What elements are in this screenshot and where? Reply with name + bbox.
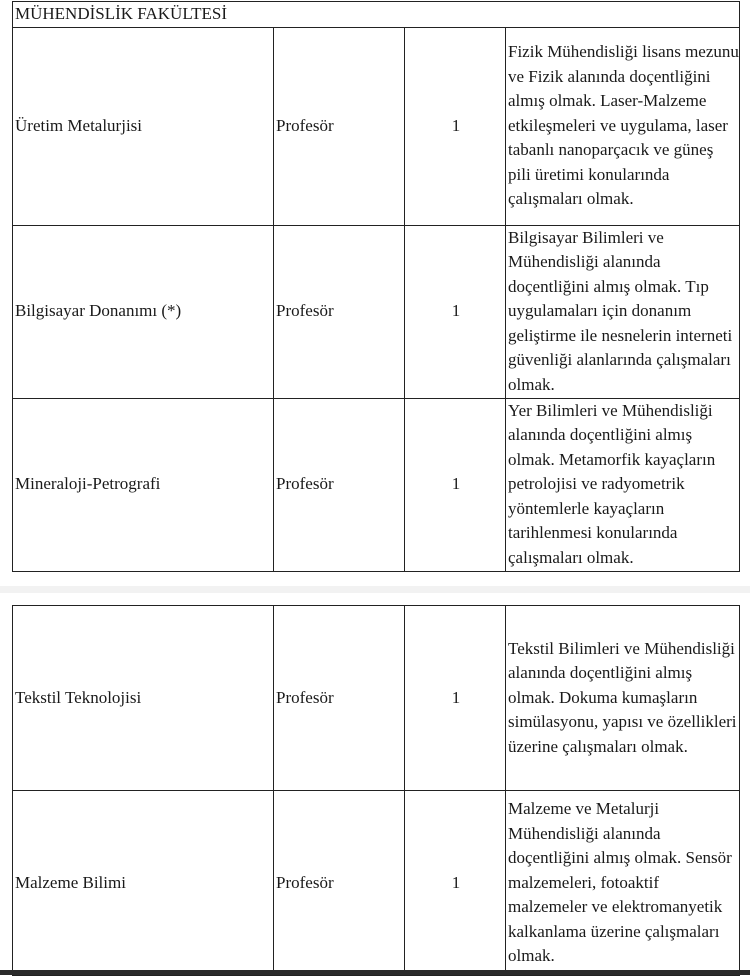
department-cell: Malzeme Bilimi: [13, 791, 274, 976]
table-row: [13, 225, 740, 398]
table-row: [13, 398, 740, 571]
faculty-title: MÜHENDİSLİK FAKÜLTESİ: [13, 2, 740, 28]
count-cell: 1: [405, 225, 506, 398]
requirement-cell: Bilgisayar Bilimleri ve Mühendisliği alanında doçentliğini almış olmak. Tıp uygulamaları için donanım geliştirme ile nesnelerin interneti güvenliği alanlarında çalışmaları olmak.: [506, 225, 740, 398]
count-cell: 1: [405, 791, 506, 976]
table-row: [13, 606, 740, 791]
title-cell: Profesör: [274, 398, 405, 571]
table-row: [13, 791, 740, 976]
faculty-header-row: [13, 2, 740, 28]
faculty-positions-table-continued: [12, 605, 740, 976]
requirement-cell: Tekstil Bilimleri ve Mühendisliği alanında doçentliğini almış olmak. Dokuma kumaşların simülasyonu, yapısı ve özellikleri üzerine çalışmaları olmak.: [506, 606, 740, 791]
title-cell: Profesör: [274, 27, 405, 225]
bottom-edge-bar: [0, 970, 750, 975]
requirement-cell: Yer Bilimleri ve Mühendisliği alanında doçentliğini almış olmak. Metamorfik kayaçların petrolojisi ve radyometrik yöntemlerle kayaçların tarihlenmesi konularında çalışmaları olmak.: [506, 398, 740, 571]
title-cell: Profesör: [274, 606, 405, 791]
department-cell: Mineraloji-Petrografi: [13, 398, 274, 571]
department-cell: Tekstil Teknolojisi: [13, 606, 274, 791]
department-cell: Üretim Metalurjisi: [13, 27, 274, 225]
page-break-divider: [0, 586, 750, 593]
table-row: [13, 27, 740, 225]
title-cell: Profesör: [274, 791, 405, 976]
count-cell: 1: [405, 27, 506, 225]
title-cell: Profesör: [274, 225, 405, 398]
count-cell: 1: [405, 398, 506, 571]
department-cell: Bilgisayar Donanımı (*): [13, 225, 274, 398]
faculty-positions-table: [12, 1, 740, 572]
requirement-cell: Malzeme ve Metalurji Mühendisliği alanında doçentliğini almış olmak. Sensör malzemeleri, fotoaktif malzemeler ve elektromanyetik kalkanlama üzerine çalışmaları olmak.: [506, 791, 740, 976]
count-cell: 1: [405, 606, 506, 791]
requirement-cell: Fizik Mühendisliği lisans mezunu ve Fizik alanında doçentliğini almış olmak. Laser-Malzeme etkileşmeleri ve uygulama, laser tabanlı nanoparçacık ve güneş pili üretimi konularında çalışmaları olmak.: [506, 27, 740, 225]
